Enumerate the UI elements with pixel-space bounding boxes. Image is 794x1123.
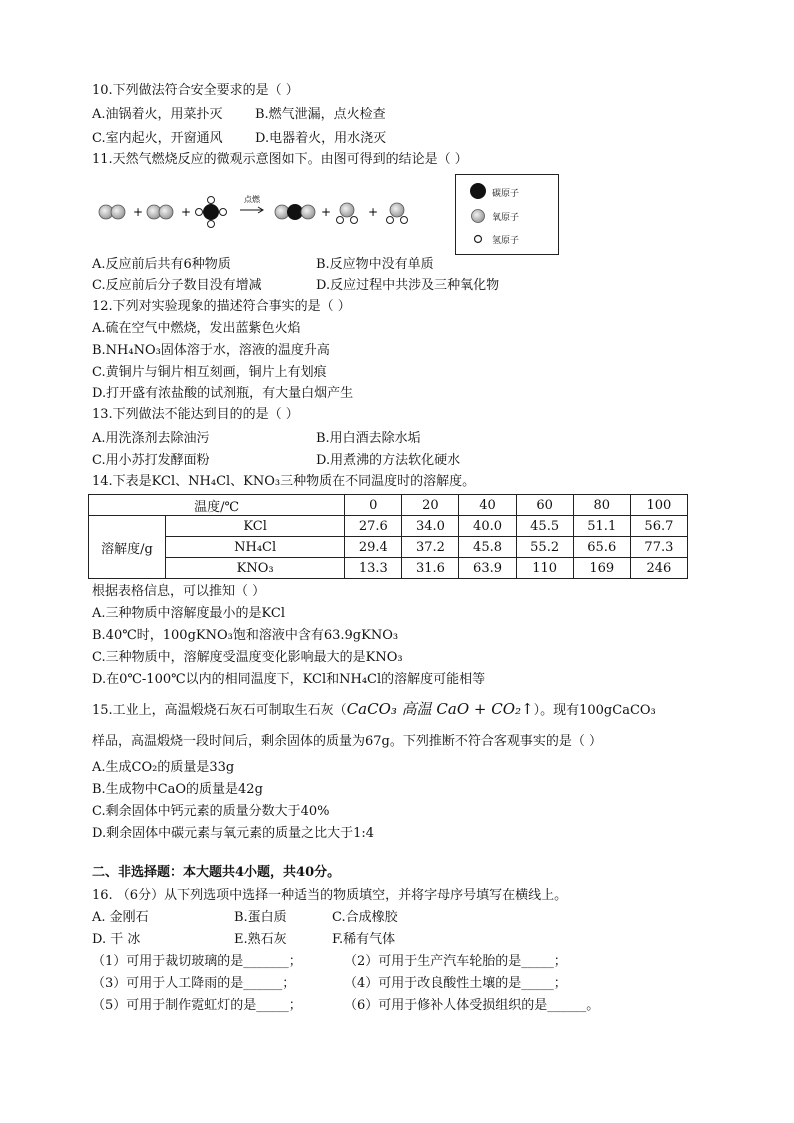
- q11-option-c: C.反应前后分子数目没有增减: [92, 278, 262, 293]
- q16-options-row2: [92, 931, 396, 949]
- oxygen-atom-icon: [472, 210, 485, 223]
- reaction-arrow: [240, 207, 263, 213]
- q14-option-d: D.在0℃-100℃以内的相同温度下，KCl和NH₄Cl的溶解度可能相等: [92, 672, 486, 687]
- q13-option-c: C.用小苏打发酵面粉: [92, 453, 210, 468]
- table-cell: 13.3: [345, 558, 402, 579]
- q10-option-c: C.室内起火，开窗通风: [92, 131, 223, 146]
- carbon-atom-icon: [470, 183, 486, 199]
- q13-options-row1: [92, 430, 421, 448]
- q14-option-b: B.40℃时，100gKNO₃饱和溶液中含有63.9gKNO₃: [92, 628, 399, 643]
- table-cell: 110: [516, 558, 573, 579]
- q15-option-c: C.剩余固体中钙元素的质量分数大于40%: [92, 804, 330, 819]
- q16-item: （6）可用于修补人体受损组织的是______。: [344, 998, 600, 1013]
- q13-stem: 13.下列做法不能达到目的的是（ ）: [92, 407, 299, 422]
- table-cell: 29.4: [345, 537, 402, 558]
- q15-line2: 样品，高温煅烧一段时间后，剩余固体的质量为67g。下列推断不符合客观事实的是（ ）: [92, 734, 602, 749]
- q16-option-d: D. 干 冰: [92, 932, 141, 947]
- q12-option-d: D.打开盛有浓盐酸的试剂瓶，有大量白烟产生: [92, 386, 354, 401]
- table-cell: 246: [630, 558, 687, 579]
- q16-option-c: C.合成橡胶: [332, 910, 398, 925]
- q12-option-b: B.NH₄NO₃固体溶于水，溶液的温度升高: [92, 343, 330, 358]
- table-cell: 169: [573, 558, 630, 579]
- legend-carbon: 碳原子: [492, 189, 520, 199]
- q16-options-row1: [92, 909, 398, 927]
- q10-option-d: D.电器着火，用水浇灭: [255, 131, 387, 146]
- q16-items-row2: [92, 975, 567, 993]
- q16-option-f: F.稀有气体: [332, 932, 396, 947]
- q15-stem-post: ）。现有100gCaCO₃: [533, 703, 656, 718]
- q16-items-row1: [92, 953, 567, 971]
- water-molecule-2: [387, 203, 408, 224]
- table-cell: 31.6: [402, 558, 459, 579]
- table-row: [89, 558, 688, 579]
- q10-options-row1: [92, 106, 386, 124]
- q13-option-d: D.用煮沸的方法软化硬水: [316, 453, 461, 468]
- substance-cell: KCl: [166, 516, 345, 537]
- substance-cell: NH₄Cl: [166, 537, 345, 558]
- q16-stem: 16. （6分）从下列选项中选择一种适当的物质填空，并将字母序号填写在横线上。: [92, 888, 568, 903]
- plus-sign: +: [133, 205, 144, 219]
- q10-stem: 10.下列做法符合安全要求的是（ ）: [92, 83, 299, 98]
- q12-option-a: A.硫在空气中燃烧，发出蓝紫色火焰: [92, 321, 301, 336]
- q12-stem: 12.下列对实验现象的描述符合事实的是（ ）: [92, 299, 351, 314]
- table-cell: 45.8: [459, 537, 516, 558]
- q15-stem-pre: 15.工业上，高温煅烧石灰石可制取生石灰（: [92, 703, 347, 718]
- q16-item: （2）可用于生产汽车轮胎的是_____；: [344, 954, 567, 969]
- plus-sign: +: [321, 205, 332, 219]
- q14-after: 根据表格信息，可以推知（ ）: [92, 584, 266, 599]
- table-cell: 51.1: [573, 516, 630, 537]
- table-cell: 27.6: [345, 516, 402, 537]
- table-cell: 34.0: [402, 516, 459, 537]
- temp-cell: 40: [459, 495, 516, 516]
- solubility-table: [88, 494, 688, 579]
- oxygen-molecule-2: [147, 205, 173, 219]
- plus-sign: +: [368, 205, 379, 219]
- table-cell: 37.2: [402, 537, 459, 558]
- table-cell: 55.2: [516, 537, 573, 558]
- reaction-condition: 点燃: [244, 195, 260, 204]
- table-cell: 65.6: [573, 537, 630, 558]
- q16-option-a: A. 金刚石: [92, 910, 149, 925]
- q10-option-a: A.油锅着火，用菜扑灭: [92, 107, 223, 122]
- plus-sign: +: [181, 205, 192, 219]
- q11-options-row2: [92, 277, 500, 295]
- q15-stem: [92, 700, 656, 720]
- table-cell: 77.3: [630, 537, 687, 558]
- q13-option-a: A.用洗涤剂去除油污: [92, 431, 210, 446]
- q15-option-b: B.生成物中CaO的质量是42g: [92, 782, 263, 797]
- table-cell: 45.5: [516, 516, 573, 537]
- q16-option-e: E.熟石灰: [234, 932, 287, 947]
- q13-options-row2: [92, 452, 461, 470]
- q11-option-b: B.反应物中没有单质: [316, 257, 434, 272]
- q14-option-c: C.三种物质中，溶解度受温度变化影响最大的是KNO₃: [92, 650, 403, 665]
- q11-option-d: D.反应过程中共涉及三种氧化物: [316, 278, 500, 293]
- q11-options-row1: [92, 256, 434, 274]
- table-cell: 63.9: [459, 558, 516, 579]
- q16-items-row3: [92, 997, 600, 1015]
- legend-oxygen: 氧原子: [492, 213, 520, 223]
- hydrogen-atom-icon: [475, 236, 482, 243]
- table-row: [89, 516, 688, 537]
- q15-option-d: D.剩余固体中碳元素与氧元素的质量之比大于1:4: [92, 826, 375, 841]
- oxygen-molecule-1: [99, 205, 125, 219]
- temp-header-cell: 温度/℃: [89, 495, 345, 516]
- q15-option-a: A.生成CO₂的质量是33g: [92, 760, 235, 775]
- water-molecule-1: [337, 203, 358, 224]
- q16-item: （4）可用于改良酸性土壤的是_____；: [344, 976, 567, 991]
- reaction-diagram: [94, 190, 424, 240]
- q16-item: （1）可用于裁切玻璃的是_______；: [92, 954, 302, 969]
- q10-option-b: B.燃气泄漏，点火检查: [255, 107, 386, 122]
- table-row: [89, 537, 688, 558]
- q14-option-a: A.三种物质中溶解度最小的是KCl: [92, 606, 285, 621]
- table-cell: 40.0: [459, 516, 516, 537]
- table-cell: 56.7: [630, 516, 687, 537]
- substance-cell: KNO₃: [166, 558, 345, 579]
- methane-molecule: [196, 197, 227, 228]
- section-heading: 二、非选择题：本大题共4小题，共40分。: [92, 865, 341, 880]
- atom-legend: [455, 174, 559, 255]
- q13-option-b: B.用白酒去除水垢: [316, 431, 421, 446]
- carbon-dioxide-molecule: [275, 204, 315, 220]
- q10-options-row2: [92, 130, 387, 148]
- solubility-header-cell: 溶解度/g: [89, 516, 166, 579]
- legend-hydrogen: 氢原子: [492, 236, 520, 246]
- q16-item: （5）可用于制作霓虹灯的是_____；: [92, 998, 302, 1013]
- q11-option-a: A.反应前后共有6种物质: [92, 257, 231, 272]
- q16-option-b: B.蛋白质: [234, 910, 287, 925]
- temp-cell: 20: [402, 495, 459, 516]
- temp-cell: 60: [516, 495, 573, 516]
- q16-item: （3）可用于人工降雨的是______；: [92, 976, 296, 991]
- q14-stem: 14.下表是KCl、NH₄Cl、KNO₃三种物质在不同温度时的溶解度。: [92, 474, 476, 489]
- temp-cell: 100: [630, 495, 687, 516]
- q11-stem: 11.天然气燃烧反应的微观示意图如下。由图可得到的结论是（ ）: [92, 152, 468, 167]
- temp-cell: 80: [573, 495, 630, 516]
- table-header-row: [89, 495, 688, 516]
- temp-cell: 0: [345, 495, 402, 516]
- calcination-equation: CaCO₃ 高温 CaO + CO₂↑: [346, 700, 534, 718]
- q12-option-c: C.黄铜片与铜片相互刻画，铜片上有划痕: [92, 365, 327, 380]
